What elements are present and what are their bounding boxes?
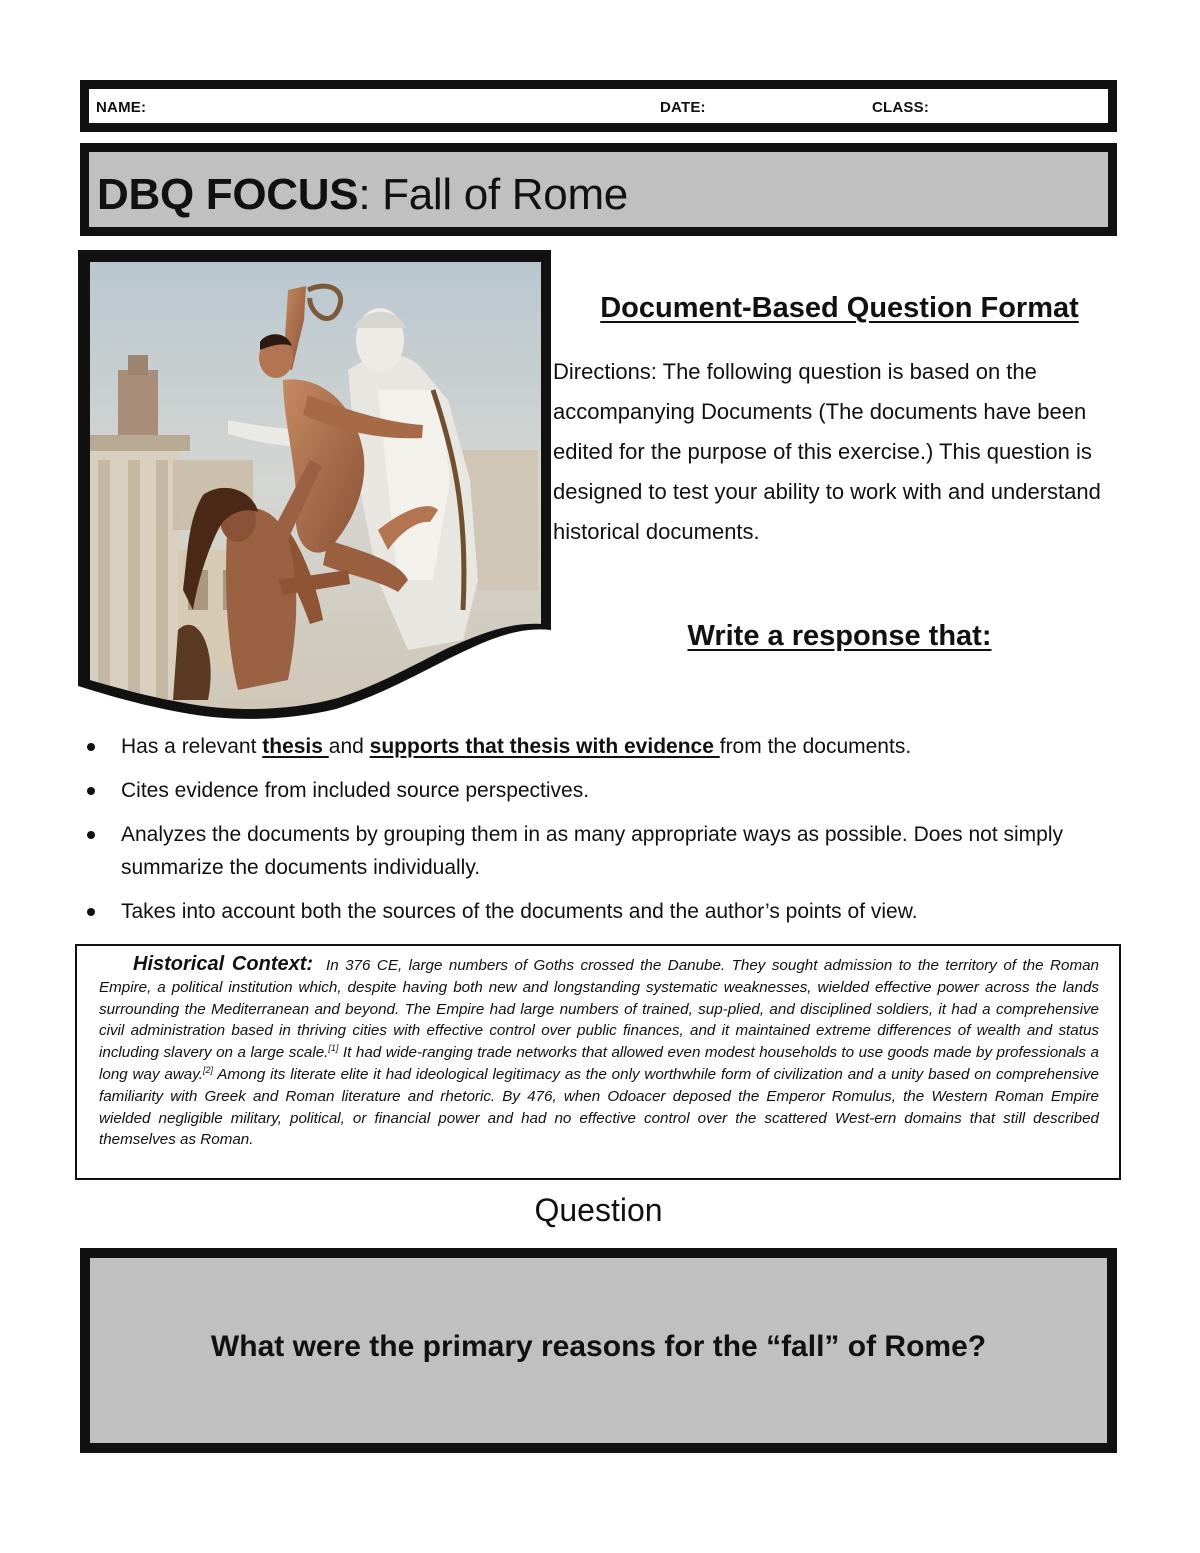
response-heading: Write a response that: (687, 620, 992, 652)
bullet-text: and (328, 735, 370, 758)
list-item (84, 730, 1124, 763)
question-text: What were the primary reasons for the “fall” of Rome? (210, 1330, 987, 1363)
question-box (80, 1248, 1117, 1453)
title-bold: DBQ FOCUS (97, 170, 359, 219)
thesis-emphasis: thesis (262, 735, 329, 758)
name-label: NAME: (96, 99, 147, 116)
context-label: Historical Context: (133, 953, 314, 975)
list-item: Analyzes the documents by grouping them in as many appropriate ways as possible. Does not simply summarize the documents individually. (84, 818, 1124, 884)
bullet-text: from the documents. (719, 735, 912, 758)
page-title (97, 170, 628, 220)
context-text: It had wide-ranging trade networks that allowed even modest households to use goods made by professionals a long way away. (99, 1044, 1099, 1083)
list-item: Cites evidence from included source perspectives. (84, 774, 1124, 807)
title-banner (80, 143, 1117, 236)
footnote-ref: [2] (202, 1064, 213, 1075)
sack-of-rome-painting (78, 250, 551, 720)
historical-context-box (75, 944, 1121, 1180)
class-label: CLASS: (872, 99, 930, 116)
context-text: Among its literate elite it had ideological legitimacy as the only worthwhile form of civilization and a unity based on comprehensive familiarity with Greek and Roman literature and rhetoric. By 476, when Odoacer deposed the Emperor Romulus, the Western Roman Empire wielded negligible military, political, or financial power and had no effective control over the scattered West-ern domains that still described themselves as Roman. (99, 1065, 1099, 1149)
footnote-ref: [1] (328, 1043, 339, 1054)
title-rest: : Fall of Rome (358, 170, 628, 219)
question-heading: Question (534, 1192, 663, 1228)
list-item: Takes into account both the sources of the documents and the author’s points of view. (84, 895, 1124, 928)
date-label: DATE: (660, 99, 706, 116)
context-text: In 376 CE, large numbers of Goths crossed the Danube. They sought admission to the territory of the Roman Empire, a political institution which, despite having both new and longstanding systematic weaknesses, wielded effective power across the lands surrounding the Mediterranean and beyond. The Empire had large numbers of trained, sup-plied, and disciplined soldiers, it had a comprehensive civil administration based in thriving cities with effective control over public finances, and it maintained extreme differences of wealth and status including slavery on a large scale. (99, 957, 1099, 1062)
evidence-emphasis: supports that thesis with evidence (369, 735, 720, 758)
bullet-text: Has a relevant (121, 735, 263, 758)
directions-text: Directions: The following question is based on the accompanying Documents (The documents have been edited for the purpose of this exercise.) This question is designed to test your ability to work with and understand historical documents. (553, 359, 1101, 544)
response-criteria-list (84, 730, 1124, 939)
format-heading: Document-Based Question Format (600, 292, 1079, 324)
student-info-box (80, 80, 1117, 132)
